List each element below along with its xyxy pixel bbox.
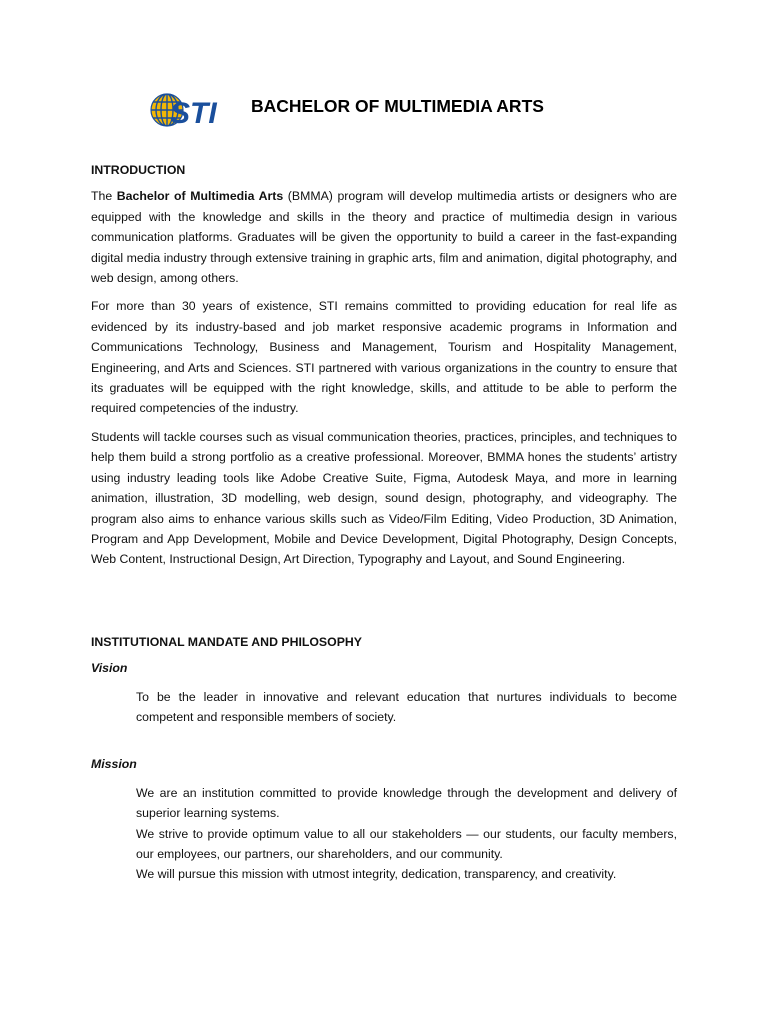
sti-logo [150,90,222,130]
intro-paragraph-1 [91,186,677,288]
vision-block [136,687,677,728]
mission-line: We strive to provide optimum value to all our stakeholders — our students, our faculty members, our employees, our partners, our shareholders, and our community. [136,826,677,861]
document-title: BACHELOR OF MULTIMEDIA ARTS [251,96,544,116]
introduction-heading: INTRODUCTION [91,163,186,177]
document-body [91,160,677,885]
mission-heading: Mission [91,757,137,772]
intro-paragraph-2: For more than 30 years of existence, STI remains committed to providing education for real life as evidenced by its industry-based and job market responsive academic programs in Information and Communications Technology, Business and Management, Tourism and Hospitality Management, Engineering, and Arts and Sciences. STI partnered with various organizations in the country to ensure that its graduates will be equipped with the right knowledge, skills, and attitude to be able to perform the required competencies of the industry. [91,299,677,416]
intro-paragraph-3: Students will tackle courses such as visual communication theories, practices, principles, and techniques to help them build a strong portfolio as a creative professional. Moreover, BMMA hones the students’ artistry using industry leading tools like Adobe Creative Suite, Figma, Autodesk Maya, and more in learning animation, illustration, 3D modelling, web design, sound design, photography, and videography. The program also aims to enhance various skills such as Video/Film Editing, Video Production, 3D Animation, Program and App Development, Mobile and Device Development, Digital Photography, Design Concepts, Web Content, Instructional Design, Art Direction, Typography and Layout, and Sound Engineering. [91,429,677,567]
document-header [150,88,670,130]
intro-p1-rest: (BMMA) program will develop multimedia artists or designers who are equipped with the knowledge and skills in the theory and practice of multimedia design in various communication platforms. Graduates will be given the opportunity to build a career in the fast-expanding digital media industry through extensive training in graphic arts, film and animation, digital photography, and web design, among others. [91,189,678,286]
section-spacer [91,578,677,632]
logo-lettering: STI [170,97,217,130]
program-name-bold: Bachelor of Multimedia Arts [116,189,284,204]
vision-heading: Vision [91,661,128,676]
mission-block [136,783,677,885]
mandate-heading: INSTITUTIONAL MANDATE AND PHILOSOPHY [91,634,362,649]
intro-p1-lead: The [91,189,117,204]
mission-line: We will pursue this mission with utmost integrity, dedication, transparency, and creativity. [136,867,617,882]
mission-line: We are an institution committed to provide knowledge through the development and delivery of superior learning systems. [136,785,677,821]
vision-text: To be the leader in innovative and relevant education that nurtures individuals to become competent and responsible members of society. [136,689,677,724]
vision-spacer [91,727,677,754]
